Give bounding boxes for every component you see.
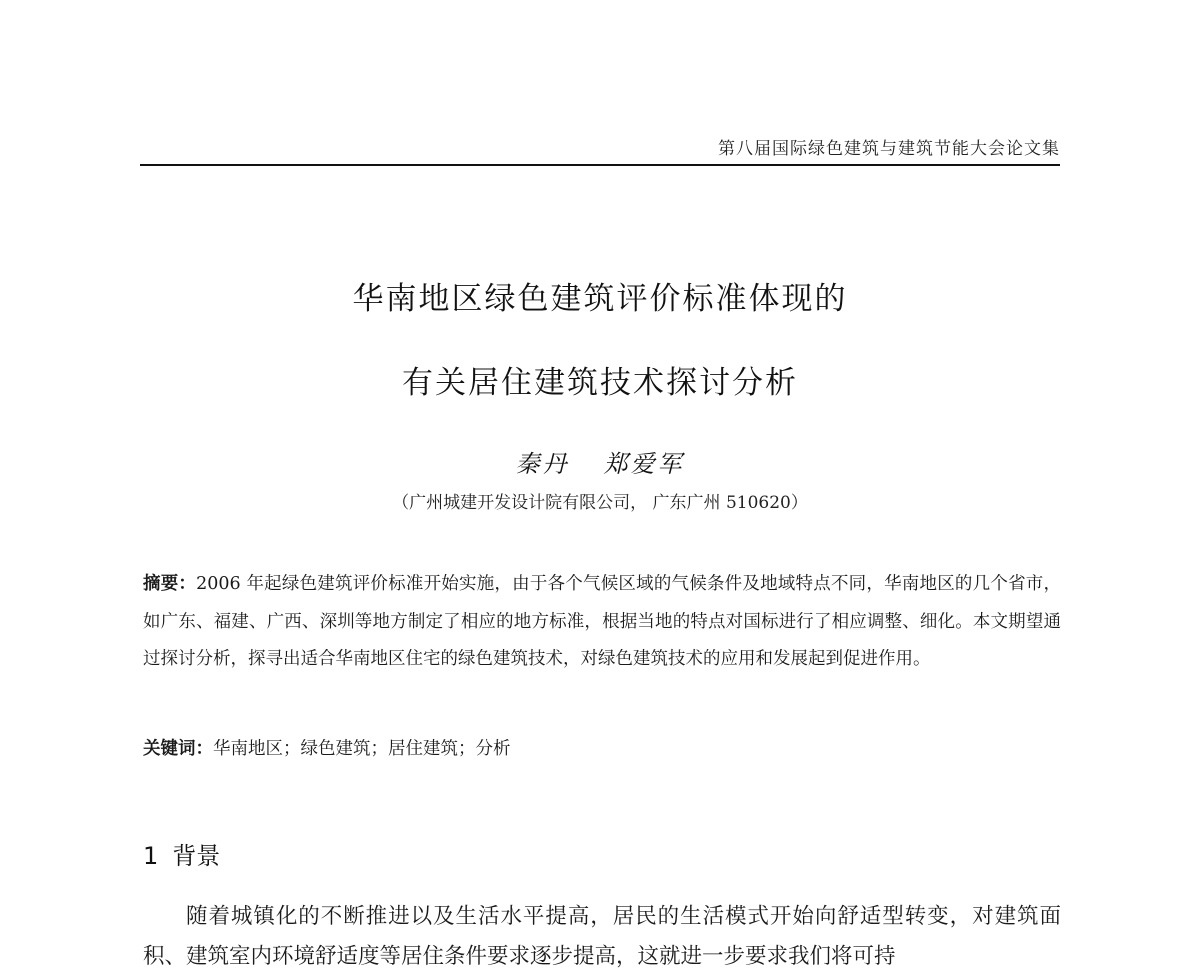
keywords-label: 关键词： (143, 739, 213, 759)
keywords-text: 华南地区；绿色建筑；居住建筑；分析 (213, 739, 511, 759)
body-paragraph: 随着城镇化的不断推进以及生活水平提高，居民的生活模式开始向舒适型转变，对建筑面积、建筑室内环境舒适度等居住条件要求逐步提高，这就进一步要求我们将可持 (143, 904, 1061, 969)
running-header: 第八届国际绿色建筑与建筑节能大会论文集 (718, 139, 1060, 159)
abstract-label: 摘要： (143, 574, 197, 594)
author-name: 郑爱军 (603, 450, 685, 478)
abstract-text: 2006 年起绿色建筑评价标准开始实施，由于各个气候区域的气候条件及地域特点不同，华南地区的几个省市，如广东、福建、广西、深圳等地方制定了相应的地方标准，根据当地的特点对国标进行了相应调整、细化。本文期望通过探讨分析，探寻出适合华南地区住宅的绿色建筑技术，对绿色建筑技术的应用和发展起到促进作用。 (143, 574, 1061, 669)
author-affiliation: （广州城建开发设计院有限公司， 广东广州 510620） (392, 493, 808, 513)
header-rule (140, 164, 1060, 166)
section-heading (143, 836, 220, 871)
author-name: 秦丹 (515, 450, 570, 478)
paper-title-line-1: 华南地区绿色建筑评价标准体现的 (352, 281, 848, 317)
section-number: 1 (143, 842, 159, 870)
paper-title-line-2: 有关居住建筑技术探讨分析 (402, 365, 798, 401)
section-title: 背景 (172, 842, 221, 870)
keywords (143, 734, 1061, 764)
abstract (143, 566, 1061, 679)
author-list (140, 444, 1060, 479)
